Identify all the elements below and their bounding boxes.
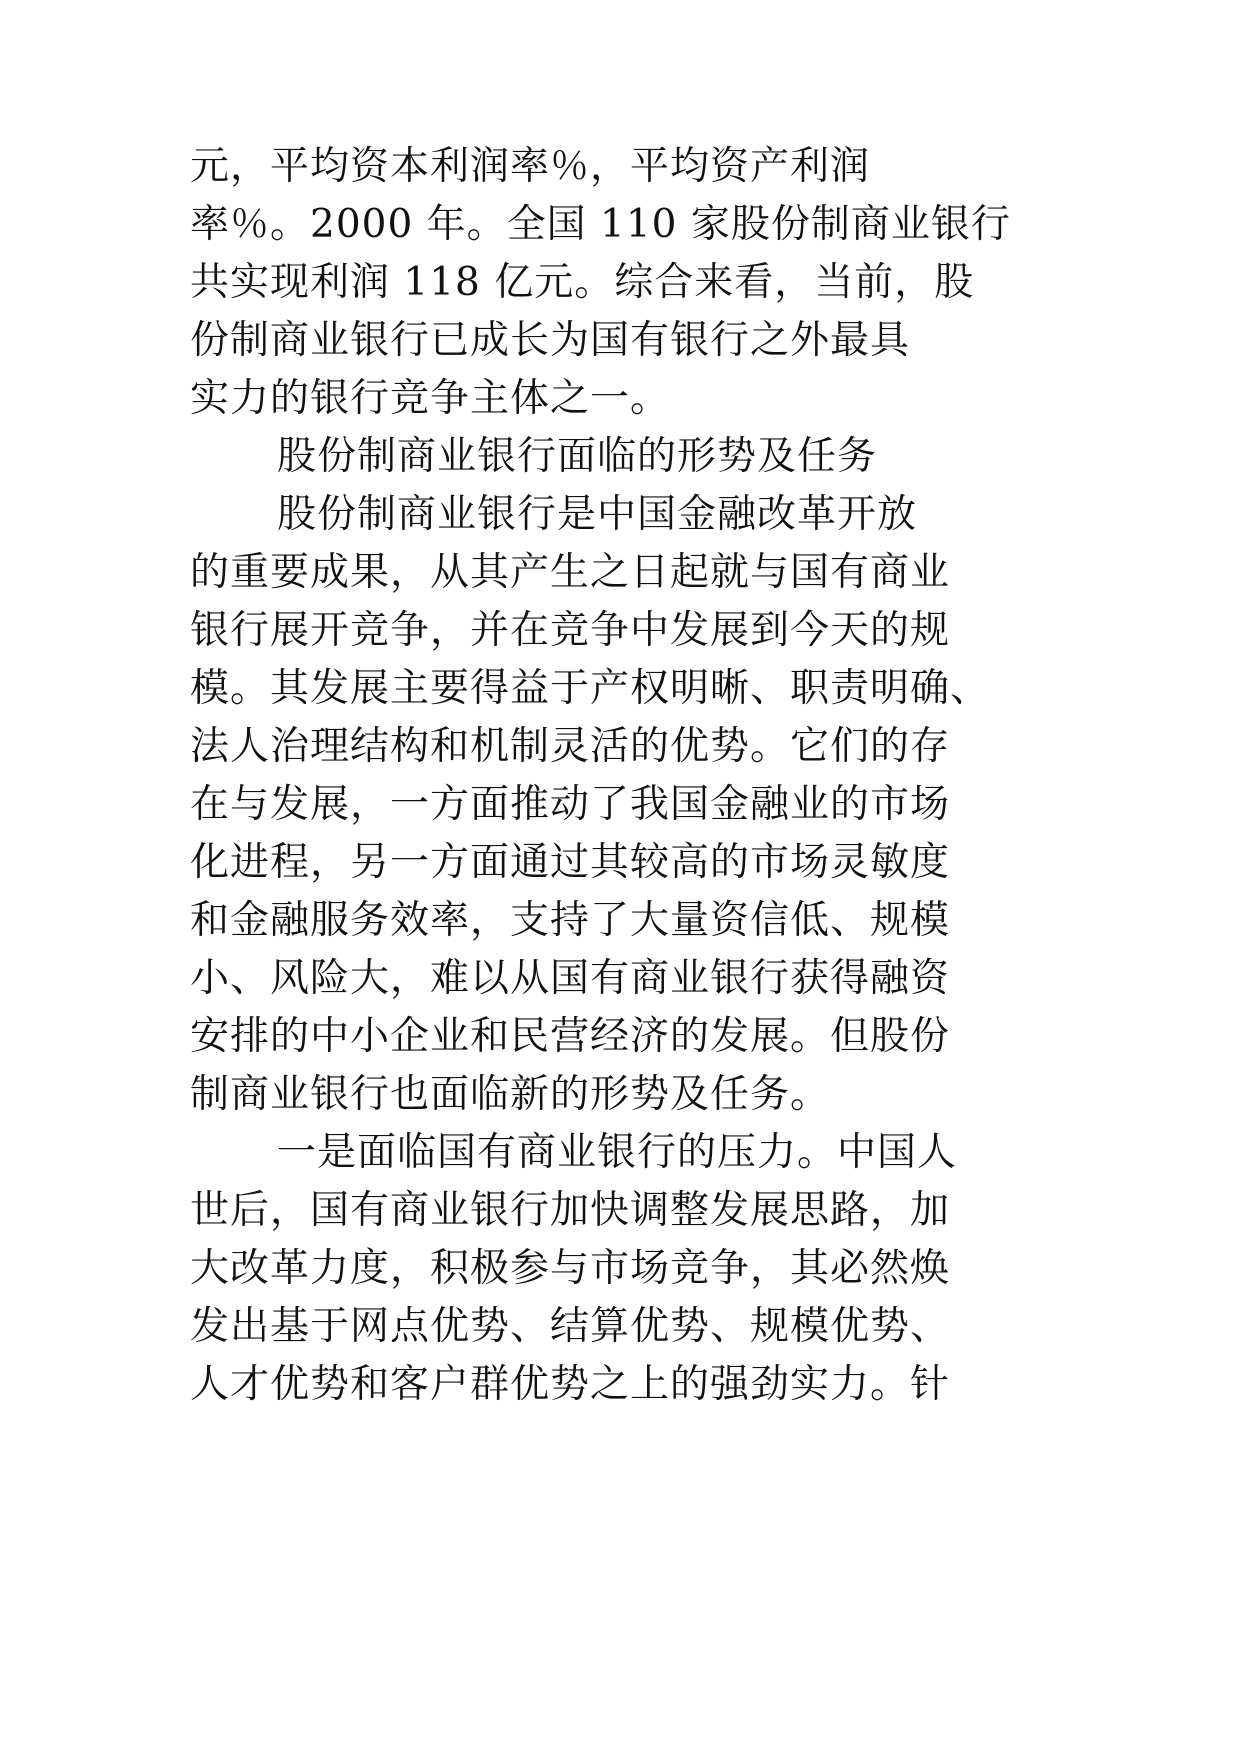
- text-line: 率％。2000 年。全国 110 家股份制商业银行: [190, 202, 1011, 247]
- text-line: 份制商业银行已成长为国有银行之外最具: [190, 318, 911, 363]
- text-line: 发出基于网点优势、结算优势、规模优势、: [190, 1304, 951, 1349]
- text-line: 在与发展，一方面推动了我国金融业的市场: [190, 782, 951, 827]
- text-line: 元，平均资本利润率％，平均资产利润: [190, 144, 871, 189]
- text-line: 模。其发展主要得益于产权明晰、职责明确、: [190, 666, 991, 711]
- text-line: 安排的中小企业和民营经济的发展。但股份: [190, 1014, 951, 1059]
- text-line: 实力的银行竞争主体之一。: [190, 376, 671, 421]
- text-line: 法人治理结构和机制灵活的优势。它们的存: [190, 724, 951, 769]
- text-line: 世后，国有商业银行加快调整发展思路，加: [190, 1188, 951, 1233]
- text-line: 股份制商业银行是中国金融改革开放: [277, 492, 918, 537]
- text-line: 人才优势和客户群优势之上的强劲实力。针: [190, 1362, 951, 1407]
- text-line: 的重要成果，从其产生之日起就与国有商业: [190, 550, 951, 595]
- text-line: 小、风险大，难以从国有商业银行获得融资: [190, 956, 951, 1001]
- text-line: 大改革力度，积极参与市场竞争，其必然焕: [190, 1246, 951, 1291]
- section-heading: 股份制商业银行面临的形势及任务: [277, 434, 878, 479]
- text-line: 化进程，另一方面通过其较高的市场灵敏度: [190, 840, 951, 885]
- text-line: 和金融服务效率，支持了大量资信低、规模: [190, 898, 951, 943]
- text-line: 制商业银行也面临新的形势及任务。: [190, 1072, 831, 1117]
- text-line: 一是面临国有商业银行的压力。中国人: [277, 1130, 958, 1175]
- text-line: 共实现利润 118 亿元。综合来看，当前，股: [190, 260, 975, 305]
- text-line: 银行展开竞争，并在竞争中发展到今天的规: [190, 608, 951, 653]
